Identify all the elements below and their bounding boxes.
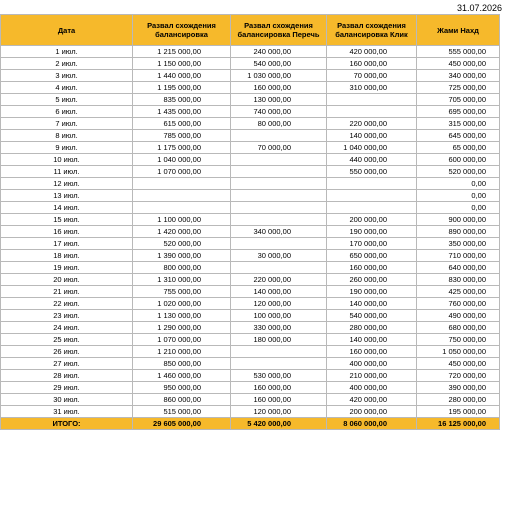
amount-cell[interactable]: 750 000,00 [417, 334, 500, 346]
date-cell[interactable]: 25 июл. [1, 334, 133, 346]
amount-cell[interactable]: 440 000,00 [327, 154, 417, 166]
date-cell[interactable]: 13 июл. [1, 190, 133, 202]
amount-cell[interactable]: 645 000,00 [417, 130, 500, 142]
amount-cell[interactable]: 830 000,00 [417, 274, 500, 286]
table-row [1, 310, 500, 322]
cash-report-table [0, 14, 500, 430]
amount-cell[interactable] [231, 166, 327, 178]
amount-cell[interactable]: 0,00 [417, 178, 500, 190]
amount-cell[interactable] [327, 202, 417, 214]
amount-cell[interactable]: 950 000,00 [133, 382, 231, 394]
date-cell[interactable]: 15 июл. [1, 214, 133, 226]
amount-cell[interactable]: 1 100 000,00 [133, 214, 231, 226]
amount-cell[interactable]: 140 000,00 [231, 286, 327, 298]
amount-cell[interactable]: 420 000,00 [327, 394, 417, 406]
amount-cell[interactable]: 1 310 000,00 [133, 274, 231, 286]
amount-cell[interactable] [231, 214, 327, 226]
amount-cell[interactable]: 615 000,00 [133, 118, 231, 130]
date-cell[interactable]: 5 июл. [1, 94, 133, 106]
amount-cell[interactable] [327, 106, 417, 118]
amount-cell[interactable]: 80 000,00 [231, 118, 327, 130]
amount-cell[interactable]: 1 150 000,00 [133, 58, 231, 70]
amount-cell[interactable]: 120 000,00 [231, 298, 327, 310]
amount-cell[interactable]: 340 000,00 [417, 70, 500, 82]
amount-cell[interactable]: 210 000,00 [327, 370, 417, 382]
amount-cell[interactable]: 220 000,00 [327, 118, 417, 130]
date-cell[interactable]: 10 июл. [1, 154, 133, 166]
amount-cell[interactable]: 280 000,00 [327, 322, 417, 334]
amount-cell[interactable] [133, 202, 231, 214]
amount-cell[interactable]: 140 000,00 [327, 298, 417, 310]
column-header-date[interactable]: Дата [1, 15, 133, 46]
amount-cell[interactable]: 755 000,00 [133, 286, 231, 298]
amount-cell[interactable]: 240 000,00 [231, 46, 327, 58]
amount-cell[interactable]: 0,00 [417, 190, 500, 202]
date-cell[interactable]: 8 июл. [1, 130, 133, 142]
column-header-alignment[interactable]: Развал схождения балансировка [133, 15, 231, 46]
amount-cell[interactable] [231, 130, 327, 142]
amount-cell[interactable] [133, 178, 231, 190]
amount-cell[interactable]: 1 130 000,00 [133, 310, 231, 322]
amount-cell[interactable] [231, 358, 327, 370]
amount-cell[interactable]: 740 000,00 [231, 106, 327, 118]
amount-cell[interactable]: 540 000,00 [231, 58, 327, 70]
amount-cell[interactable]: 515 000,00 [133, 406, 231, 418]
amount-cell[interactable]: 650 000,00 [327, 250, 417, 262]
amount-cell[interactable]: 1 020 000,00 [133, 298, 231, 310]
table-row [1, 106, 500, 118]
amount-cell[interactable]: 450 000,00 [417, 358, 500, 370]
amount-cell[interactable]: 195 000,00 [417, 406, 500, 418]
total-cell[interactable]: 29 605 000,00 [133, 418, 231, 430]
amount-cell[interactable] [231, 190, 327, 202]
table-row [1, 70, 500, 82]
amount-cell[interactable]: 1 040 000,00 [133, 154, 231, 166]
amount-cell[interactable]: 400 000,00 [327, 358, 417, 370]
amount-cell[interactable]: 1 040 000,00 [327, 142, 417, 154]
amount-cell[interactable]: 1 195 000,00 [133, 82, 231, 94]
date-cell[interactable]: 21 июл. [1, 286, 133, 298]
amount-cell[interactable]: 160 000,00 [231, 394, 327, 406]
date-cell[interactable]: 28 июл. [1, 370, 133, 382]
amount-cell[interactable]: 1 420 000,00 [133, 226, 231, 238]
amount-cell[interactable]: 1 050 000,00 [417, 346, 500, 358]
date-cell[interactable]: 31 июл. [1, 406, 133, 418]
amount-cell[interactable]: 520 000,00 [133, 238, 231, 250]
date-cell[interactable]: 22 июл. [1, 298, 133, 310]
date-cell[interactable]: 30 июл. [1, 394, 133, 406]
report-date[interactable]: 31.07.2026 [456, 3, 502, 13]
amount-cell[interactable]: 315 000,00 [417, 118, 500, 130]
amount-cell[interactable]: 280 000,00 [417, 394, 500, 406]
amount-cell[interactable]: 1 290 000,00 [133, 322, 231, 334]
date-cell[interactable]: 2 июл. [1, 58, 133, 70]
date-cell[interactable]: 9 июл. [1, 142, 133, 154]
amount-cell[interactable]: 600 000,00 [417, 154, 500, 166]
amount-cell[interactable]: 310 000,00 [327, 82, 417, 94]
amount-cell[interactable]: 420 000,00 [327, 46, 417, 58]
amount-cell[interactable]: 400 000,00 [327, 382, 417, 394]
amount-cell[interactable] [231, 154, 327, 166]
amount-cell[interactable]: 340 000,00 [231, 226, 327, 238]
table-row [1, 394, 500, 406]
date-cell[interactable]: 18 июл. [1, 250, 133, 262]
date-cell[interactable]: 11 июл. [1, 166, 133, 178]
table-row [1, 142, 500, 154]
header-row [1, 15, 500, 46]
table-row [1, 322, 500, 334]
amount-cell[interactable] [231, 238, 327, 250]
amount-cell[interactable] [327, 178, 417, 190]
amount-cell[interactable]: 705 000,00 [417, 94, 500, 106]
date-cell[interactable]: 23 июл. [1, 310, 133, 322]
table-row [1, 202, 500, 214]
amount-cell[interactable]: 220 000,00 [231, 274, 327, 286]
amount-cell[interactable] [231, 262, 327, 274]
amount-cell[interactable]: 490 000,00 [417, 310, 500, 322]
table-row [1, 286, 500, 298]
date-cell[interactable]: 17 июл. [1, 238, 133, 250]
amount-cell[interactable]: 190 000,00 [327, 226, 417, 238]
total-cell[interactable]: 16 125 000,00 [417, 418, 500, 430]
table-row [1, 154, 500, 166]
amount-cell[interactable]: 540 000,00 [327, 310, 417, 322]
date-cell[interactable]: 7 июл. [1, 118, 133, 130]
amount-cell[interactable]: 1 390 000,00 [133, 250, 231, 262]
table-row [1, 178, 500, 190]
amount-cell[interactable]: 1 210 000,00 [133, 346, 231, 358]
amount-cell[interactable]: 520 000,00 [417, 166, 500, 178]
amount-cell[interactable] [327, 190, 417, 202]
table-row [1, 250, 500, 262]
amount-cell[interactable] [231, 346, 327, 358]
amount-cell[interactable]: 130 000,00 [231, 94, 327, 106]
amount-cell[interactable]: 900 000,00 [417, 214, 500, 226]
date-cell[interactable]: 4 июл. [1, 82, 133, 94]
amount-cell[interactable]: 350 000,00 [417, 238, 500, 250]
total-cell[interactable]: 8 060 000,00 [327, 418, 417, 430]
amount-cell[interactable]: 170 000,00 [327, 238, 417, 250]
table-row [1, 226, 500, 238]
amount-cell[interactable]: 160 000,00 [231, 382, 327, 394]
table-row [1, 262, 500, 274]
amount-cell[interactable]: 200 000,00 [327, 214, 417, 226]
table-row [1, 274, 500, 286]
table-row [1, 46, 500, 58]
amount-cell[interactable]: 530 000,00 [231, 370, 327, 382]
table-row [1, 370, 500, 382]
amount-cell[interactable]: 140 000,00 [327, 334, 417, 346]
date-cell[interactable]: 24 июл. [1, 322, 133, 334]
date-cell[interactable]: 14 июл. [1, 202, 133, 214]
amount-cell[interactable] [327, 94, 417, 106]
amount-cell[interactable]: 330 000,00 [231, 322, 327, 334]
table-row [1, 298, 500, 310]
amount-cell[interactable]: 70 000,00 [327, 70, 417, 82]
date-cell[interactable]: 6 июл. [1, 106, 133, 118]
amount-cell[interactable]: 120 000,00 [231, 406, 327, 418]
amount-cell[interactable]: 260 000,00 [327, 274, 417, 286]
amount-cell[interactable]: 160 000,00 [231, 82, 327, 94]
amount-cell[interactable]: 1 440 000,00 [133, 70, 231, 82]
table-row [1, 118, 500, 130]
table-row [1, 58, 500, 70]
table-row [1, 406, 500, 418]
amount-cell[interactable]: 180 000,00 [231, 334, 327, 346]
amount-cell[interactable] [133, 190, 231, 202]
amount-cell[interactable]: 70 000,00 [231, 142, 327, 154]
amount-cell[interactable]: 640 000,00 [417, 262, 500, 274]
amount-cell[interactable] [231, 202, 327, 214]
amount-cell[interactable]: 1 070 000,00 [133, 166, 231, 178]
date-cell[interactable]: 29 июл. [1, 382, 133, 394]
date-cell[interactable]: 12 июл. [1, 178, 133, 190]
amount-cell[interactable]: 160 000,00 [327, 346, 417, 358]
amount-cell[interactable]: 160 000,00 [327, 58, 417, 70]
amount-cell[interactable]: 140 000,00 [327, 130, 417, 142]
date-cell[interactable]: 3 июл. [1, 70, 133, 82]
total-cell[interactable]: 5 420 000,00 [231, 418, 327, 430]
amount-cell[interactable]: 390 000,00 [417, 382, 500, 394]
table-row [1, 130, 500, 142]
amount-cell[interactable]: 1 435 000,00 [133, 106, 231, 118]
amount-cell[interactable]: 190 000,00 [327, 286, 417, 298]
date-cell[interactable]: 20 июл. [1, 274, 133, 286]
amount-cell[interactable]: 1 175 000,00 [133, 142, 231, 154]
amount-cell[interactable]: 1 460 000,00 [133, 370, 231, 382]
table-row [1, 346, 500, 358]
date-cell[interactable]: 16 июл. [1, 226, 133, 238]
amount-cell[interactable]: 65 000,00 [417, 142, 500, 154]
totals-row [1, 418, 500, 430]
amount-cell[interactable]: 425 000,00 [417, 286, 500, 298]
date-cell[interactable]: 27 июл. [1, 358, 133, 370]
totals-label[interactable]: ИТОГО: [1, 418, 133, 430]
amount-cell[interactable]: 720 000,00 [417, 370, 500, 382]
amount-cell[interactable]: 450 000,00 [417, 58, 500, 70]
amount-cell[interactable]: 835 000,00 [133, 94, 231, 106]
amount-cell[interactable]: 1 070 000,00 [133, 334, 231, 346]
table-row [1, 82, 500, 94]
table-row [1, 334, 500, 346]
amount-cell[interactable]: 1 215 000,00 [133, 46, 231, 58]
date-cell[interactable]: 1 июл. [1, 46, 133, 58]
amount-cell[interactable]: 800 000,00 [133, 262, 231, 274]
table-row [1, 94, 500, 106]
amount-cell[interactable]: 695 000,00 [417, 106, 500, 118]
date-cell[interactable]: 26 июл. [1, 346, 133, 358]
amount-cell[interactable]: 785 000,00 [133, 130, 231, 142]
table-row [1, 214, 500, 226]
amount-cell[interactable] [231, 178, 327, 190]
table-row [1, 238, 500, 250]
amount-cell[interactable]: 200 000,00 [327, 406, 417, 418]
amount-cell[interactable]: 710 000,00 [417, 250, 500, 262]
amount-cell[interactable]: 0,00 [417, 202, 500, 214]
table-row [1, 382, 500, 394]
amount-cell[interactable]: 850 000,00 [133, 358, 231, 370]
amount-cell[interactable]: 860 000,00 [133, 394, 231, 406]
column-header-cash-total[interactable]: Жами Нахд [417, 15, 500, 46]
column-header-alignment-transfer[interactable]: Развал схождения балансировка Перечь [231, 15, 327, 46]
amount-cell[interactable]: 550 000,00 [327, 166, 417, 178]
amount-cell[interactable]: 555 000,00 [417, 46, 500, 58]
table-row [1, 358, 500, 370]
amount-cell[interactable]: 680 000,00 [417, 322, 500, 334]
amount-cell[interactable]: 725 000,00 [417, 82, 500, 94]
date-cell[interactable]: 19 июл. [1, 262, 133, 274]
amount-cell[interactable]: 100 000,00 [231, 310, 327, 322]
table-row [1, 166, 500, 178]
amount-cell[interactable]: 160 000,00 [327, 262, 417, 274]
column-header-alignment-click[interactable]: Развал схождения балансировка Клик [327, 15, 417, 46]
amount-cell[interactable]: 1 030 000,00 [231, 70, 327, 82]
amount-cell[interactable]: 760 000,00 [417, 298, 500, 310]
amount-cell[interactable]: 30 000,00 [231, 250, 327, 262]
amount-cell[interactable]: 890 000,00 [417, 226, 500, 238]
table-row [1, 190, 500, 202]
